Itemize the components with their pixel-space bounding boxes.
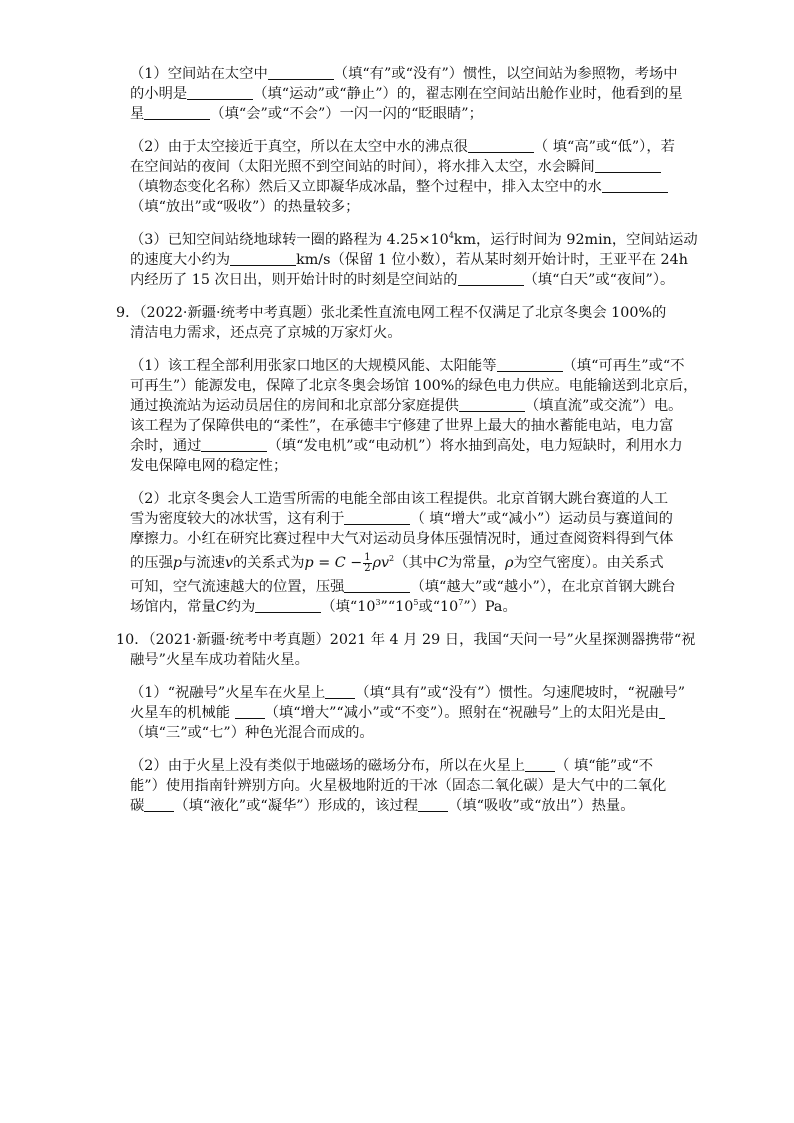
q10-p1-line1 (130, 683, 686, 703)
text: （填“会”或“不会”）一闪一闪的“眨眼睛”； (210, 106, 483, 122)
exponent: 3 (375, 598, 381, 608)
text: 该工程为了保障供电的“柔性”，在承德丰宁修建了世界上最大的抽水蓄能电站，电力富 (130, 418, 674, 434)
text: 在空间站的夜间（太阳光照不到空间站的时间），将水排入太空，水会瞬间 (130, 159, 595, 175)
text: 的压强 (130, 555, 173, 571)
text: （1）该工程全部利用张家口地区的大规模风能、太阳能等 (130, 358, 497, 374)
text: ”“10 (380, 599, 414, 615)
text: （填直流”或交流”）电。 (524, 398, 683, 414)
q8-p3-line3 (130, 270, 675, 290)
text: 可知，空气流速越大的位置，压强 (130, 579, 345, 595)
text: 碳 (130, 798, 145, 814)
text: （2）由于火星上没有类似于地磁场的磁场分布，所以在火星上 (130, 758, 526, 774)
q10-p2-line3 (130, 796, 670, 816)
text: 场馆内，常量 (130, 599, 216, 615)
symbol-C: C (437, 555, 448, 571)
q9-p1-line5 (130, 436, 683, 456)
answer-blank (230, 251, 296, 266)
text: （填“液化”或“凝华”）形成的，该过程 (174, 798, 418, 814)
q9-header-line1 (116, 303, 670, 323)
text: 的小明是 (130, 86, 188, 102)
q9-p1-line3 (130, 396, 683, 416)
q9-p1-line4 (130, 416, 674, 436)
text: 摩擦力。小红在研究比赛过程中大气对运动员身体压强情况时，通过查阅资料得到气体 (130, 531, 674, 547)
answer-blank (144, 797, 174, 812)
answer-blank (235, 704, 265, 719)
q9-p1-line1 (130, 356, 685, 376)
symbol-C: C (215, 599, 227, 615)
q9-p2-line1 (130, 489, 670, 509)
q9-p2-line4 (130, 549, 670, 577)
answer-blank (144, 105, 210, 120)
text: （ 填“高”或“低”），若 (533, 139, 675, 155)
answer-blank (602, 178, 668, 193)
text: （填“有”或“没有”）惯性，以空间站为参照物，考场中 (333, 66, 678, 82)
text: （3）已知空间站绕地球转一圈的路程为 4.25×10 (130, 232, 449, 248)
text: 雪为密度较大的冰状雪，这有利于 (130, 511, 345, 527)
question-header: 10．（2021·新疆·统考中考真题）2021 年 4 月 29 日，我国“天问一号”火星探测器携带“祝 (116, 632, 696, 648)
text: 的关系式为 (233, 555, 305, 571)
q8-p1-line1 (130, 64, 678, 84)
q8-p3-line1 (130, 230, 698, 250)
text: （其中 (394, 555, 438, 571)
text: （填“增大”“减小”或“不变”）。照射在“祝融号”上的太阳光是由 (264, 705, 660, 721)
exponent: 5 (413, 598, 419, 608)
answer-blank (325, 684, 355, 699)
text: （填“10 (321, 599, 376, 615)
text: 与流速 (182, 555, 225, 571)
text: 余时，通过 (130, 438, 202, 454)
text: （1）空间站在太空中 (130, 66, 268, 82)
text: （填“越大”或“越小”），在北京首钢大跳台 (410, 579, 676, 595)
text: 发电保障电网的稳定性； (130, 458, 288, 474)
text: （填“发电机”或“电动机”）将水抽到高处，电力短缺时，利用水力 (267, 438, 683, 454)
q9-p2-line6 (130, 597, 670, 617)
answer-blank (344, 510, 410, 525)
answer-blank (418, 797, 448, 812)
text: 星 (130, 106, 145, 122)
text: 为空气密度）。由关系式 (513, 555, 664, 571)
formula-rhs: ρv (372, 555, 390, 571)
text: （填“运动”或“静止”）的，翟志刚在空间站出舱作业时，他看到的星 (253, 86, 683, 102)
fraction-denominator: 2 (364, 562, 371, 574)
answer-blank (659, 704, 665, 719)
question-header: 9．（2022·新疆·统考中考真题）张北柔性直流电网工程不仅满足了北京冬奥会 100%的 (116, 305, 667, 321)
q9-header-line2 (130, 323, 670, 343)
symbol-rho: ρ (505, 555, 514, 571)
text: （填“三”或“七”）种色光混合而成的。 (130, 725, 374, 741)
q9-p1-line6 (130, 456, 670, 476)
symbol-v: v (224, 555, 234, 571)
text: km/s（保留 1 位小数），若从某时刻开始计时，王亚平在 24h (296, 252, 688, 268)
text: 通过换流站为运动员居住的房间和北京部分家庭提供 (130, 398, 459, 414)
answer-blank (201, 437, 267, 452)
symbol-p: p (172, 555, 183, 571)
q8-p2-line2 (130, 157, 670, 177)
q10-p2-line2 (130, 776, 670, 796)
text: （ 填“能”或“不 (555, 758, 654, 774)
text: （填“吸收”或“放出”）热量。 (448, 798, 635, 814)
answer-blank (459, 397, 525, 412)
fraction-numerator: 1 (364, 551, 371, 563)
text: （ 填“增大”或“减小”）运动员与赛道间的 (410, 511, 673, 527)
text: 内经历了 15 次日出，则开始计时的时刻是空间站的 (130, 272, 458, 288)
answer-blank (187, 85, 253, 100)
q8-p2-line4 (130, 197, 670, 217)
formula-lhs: p = C − (304, 555, 363, 571)
text: 为常量， (447, 555, 506, 571)
answer-blank (344, 578, 410, 593)
q8-p2-line3 (130, 177, 670, 197)
answer-blank (595, 158, 661, 173)
text: （1）“祝融号”火星车在火星上 (130, 685, 326, 701)
answer-blank (268, 65, 334, 80)
q8-p2-line1 (130, 137, 675, 157)
answer-blank (255, 598, 321, 613)
text: km，运行时间为 92min，空间站运动 (453, 232, 698, 248)
q9-p2-line2 (130, 509, 673, 529)
question-content (116, 64, 698, 816)
q8-p1-line3 (130, 104, 670, 124)
text: 可再生”）能源发电，保障了北京冬奥会场馆 100%的绿色电力供应。电能输送到北京后， (130, 378, 698, 394)
text: （填物态变化名称）然后又立即凝华成冰晶，整个过程中，排入太空中的水 (130, 179, 602, 195)
text: ”）Pa。 (463, 599, 517, 615)
text: 的速度大小约为 (130, 252, 231, 268)
text: 约为 (226, 599, 256, 615)
text: 能”）使用指南针辨别方向。火星极地附近的干冰（固态二氧化碳）是大气中的二氧化 (130, 778, 667, 794)
q10-header-line1 (116, 630, 696, 650)
fraction (363, 553, 371, 574)
text: 清洁电力需求，还点亮了京城的万家灯火。 (130, 325, 402, 341)
q10-p2-line1 (130, 756, 670, 776)
q8-p3-line2 (130, 250, 688, 270)
q10-header-line2 (130, 650, 670, 670)
q9-p2-line3 (130, 529, 674, 549)
text: 融号”火星车成功着陆火星。 (130, 652, 309, 668)
answer-blank (497, 357, 563, 372)
answer-blank (458, 271, 524, 286)
q10-p1-line3 (130, 723, 670, 743)
answer-blank (468, 138, 534, 153)
text: （2）由于太空接近于真空，所以在太空中水的沸点很 (130, 139, 468, 155)
text: （2）北京冬奥会人工造雪所需的电能全部由该工程提供。北京首钢大跳台赛道的人工 (130, 491, 669, 507)
q8-p1-line2 (130, 84, 683, 104)
text: （填“可再生”或“不 (562, 358, 685, 374)
answer-blank (525, 757, 555, 772)
q9-p1-line2 (130, 376, 698, 396)
q10-p1-line2 (130, 703, 670, 723)
text: （填“白天”或“夜间”）。 (523, 272, 675, 288)
text: 或“10 (418, 599, 459, 615)
text: （填“放出”或“吸收”）的热量较多； (130, 199, 360, 215)
q9-p2-line5 (130, 577, 676, 597)
exponent: 2 (389, 554, 395, 564)
text: （填“具有”或“没有”）惯性。匀速爬坡时，“祝融号” (355, 685, 686, 701)
text: 火星车的机械能 (130, 705, 235, 721)
exponent: 4 (448, 231, 454, 241)
exponent: 7 (458, 598, 464, 608)
